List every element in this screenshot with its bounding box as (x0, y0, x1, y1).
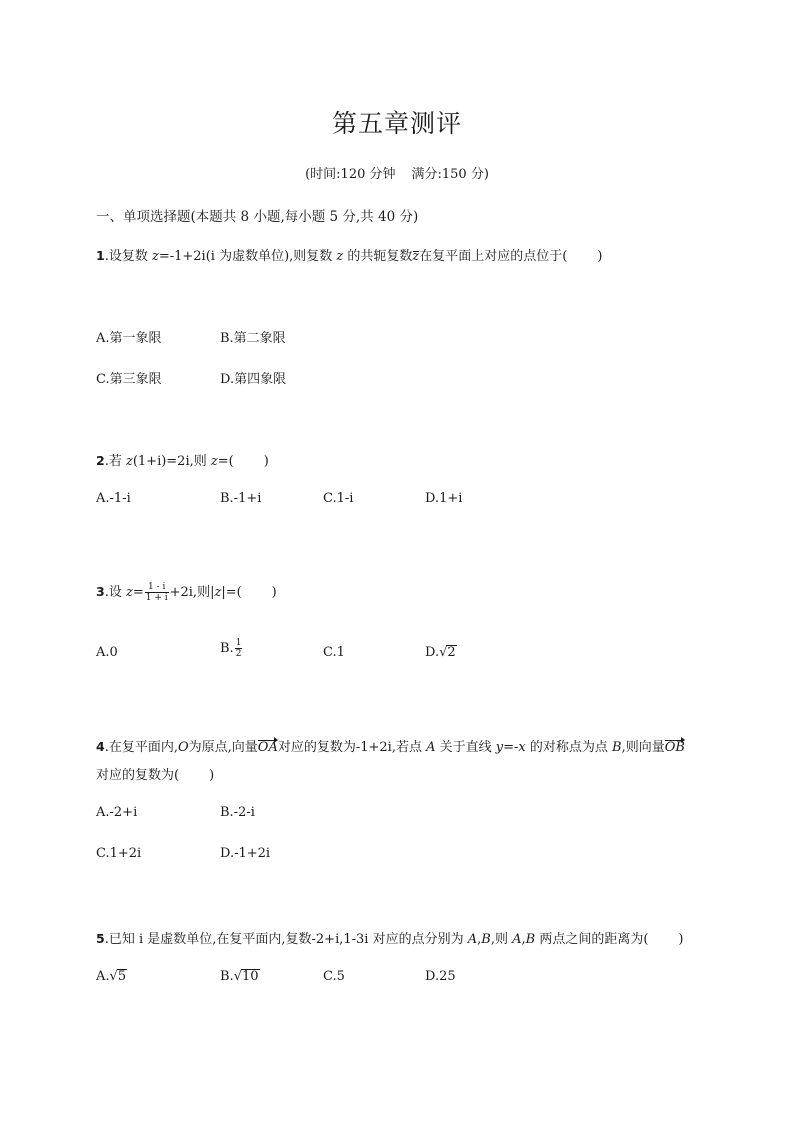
q-text: .在复平面内, (104, 740, 178, 755)
fraction-numerator: 1 - i (145, 582, 169, 593)
sqrt-symbol: √10 (233, 969, 259, 984)
question-1 (96, 245, 602, 264)
question-4 (96, 736, 685, 755)
option-label: B. (220, 641, 234, 656)
answer-paren: ) (263, 454, 269, 469)
option-label: D. (425, 645, 440, 660)
question-number: 4 (96, 739, 105, 754)
vector-oa: OA (257, 740, 278, 755)
q-text: 对应的复数为-1+2i,若点 (277, 740, 427, 755)
option-b[interactable]: B.第二象限 (220, 331, 286, 346)
question-number: 2 (96, 453, 105, 468)
question-5 (96, 928, 683, 947)
q-text: = (132, 585, 144, 600)
option-c[interactable]: C.5 (323, 969, 345, 984)
var-z: z (125, 585, 133, 600)
q-text: 的对称点为点 (525, 740, 612, 755)
option-c[interactable]: C.1+2i (96, 846, 142, 861)
q-text: ,则向量 (621, 740, 665, 755)
option-c[interactable]: C.1-i (323, 491, 354, 506)
question-number: 1 (96, 248, 105, 263)
var-x: x (518, 740, 526, 755)
fraction-denominator: 2 (235, 649, 242, 659)
option-label: B. (220, 969, 234, 984)
page-title: 第五章测评 (331, 109, 462, 138)
q-text: 对应的复数为( (96, 768, 180, 783)
option-a[interactable]: A.-2+i (96, 805, 138, 820)
answer-paren: ) (678, 932, 684, 947)
answer-paren: ) (597, 249, 603, 264)
q-text: =( (217, 454, 234, 469)
option-b[interactable]: B.-2-i (220, 805, 255, 820)
option-d[interactable]: D.第四象限 (220, 372, 287, 387)
answer-paren: ) (271, 585, 277, 600)
q-text: , (521, 932, 526, 947)
q-text: 两点之间的距离为( (535, 932, 649, 947)
full-score: 满分:150 分) (411, 167, 489, 182)
option-a[interactable]: A.0 (96, 645, 118, 660)
question-number: 3 (96, 584, 105, 599)
radicand: 5 (117, 969, 127, 984)
option-d[interactable]: D.1+i (425, 491, 463, 506)
option-d[interactable] (425, 645, 457, 660)
q-text: 为原点,向量 (188, 740, 258, 755)
exam-info (0, 163, 794, 182)
q-text: .设复数 (104, 249, 152, 264)
fraction (145, 582, 169, 603)
q-text: (1+i)=2i,则 (132, 454, 211, 469)
answer-paren: ) (209, 768, 215, 783)
var-o: O (177, 740, 189, 755)
var-z: z (214, 585, 222, 600)
conjugate-z: z (412, 249, 420, 264)
var-a: A (467, 932, 478, 947)
option-d[interactable]: D.-1+2i (220, 846, 271, 861)
option-a[interactable]: A.-1-i (96, 491, 131, 506)
q-text: =-1+2i(i 为虚数单位),则复数 (158, 249, 337, 264)
fraction (235, 638, 243, 659)
question-number: 5 (96, 931, 105, 946)
q-text: .已知 i 是虚数单位,在复平面内,复数-2+i,1-3i 对应的点分别为 (104, 932, 468, 947)
q-text: , (477, 932, 482, 947)
sqrt-symbol: √5 (109, 969, 127, 984)
option-b[interactable] (220, 638, 243, 659)
question-2 (96, 450, 269, 469)
q-text: .设 (104, 585, 126, 600)
fraction-numerator: 1 (235, 638, 242, 648)
option-d[interactable]: D.25 (425, 969, 456, 984)
question-4-line2 (96, 764, 214, 783)
option-c[interactable]: C.1 (323, 645, 345, 660)
var-b: B (612, 740, 622, 755)
option-label: A. (96, 969, 110, 984)
option-b[interactable] (220, 969, 260, 984)
radicand: 2 (447, 645, 456, 660)
var-z: z (151, 249, 159, 264)
option-b[interactable]: B.-1+i (220, 491, 262, 506)
q-text: +2i,则| (169, 585, 215, 600)
var-z: z (125, 454, 133, 469)
var-a: A (512, 932, 522, 947)
q-text: 的共轭复数 (343, 249, 413, 264)
q-text: ,则 (490, 932, 513, 947)
option-c[interactable]: C.第三象限 (96, 372, 162, 387)
q-text: |=( (221, 585, 242, 600)
time-limit: (时间:120 分钟 (305, 167, 396, 182)
q-text: .若 (104, 454, 126, 469)
option-a[interactable] (96, 969, 127, 984)
sqrt-symbol: √2 (439, 645, 456, 660)
var-b: B (481, 932, 491, 947)
question-3 (96, 581, 277, 603)
q-text: =- (503, 740, 519, 755)
vector-ob: OB (664, 740, 685, 755)
q-text: 在复平面上对应的点位于( (419, 249, 568, 264)
var-a: A (426, 740, 436, 755)
var-b: B (525, 932, 536, 947)
var-z: z (336, 249, 344, 264)
section-heading: 一、单项选择题(本题共 8 小题,每小题 5 分,共 40 分) (96, 209, 419, 225)
q-text: 关于直线 (435, 740, 496, 755)
fraction-denominator: 1 + i (145, 593, 168, 603)
var-z: z (210, 454, 218, 469)
option-a[interactable]: A.第一象限 (96, 331, 162, 346)
var-y: y (495, 740, 504, 755)
radicand: 10 (241, 969, 259, 984)
